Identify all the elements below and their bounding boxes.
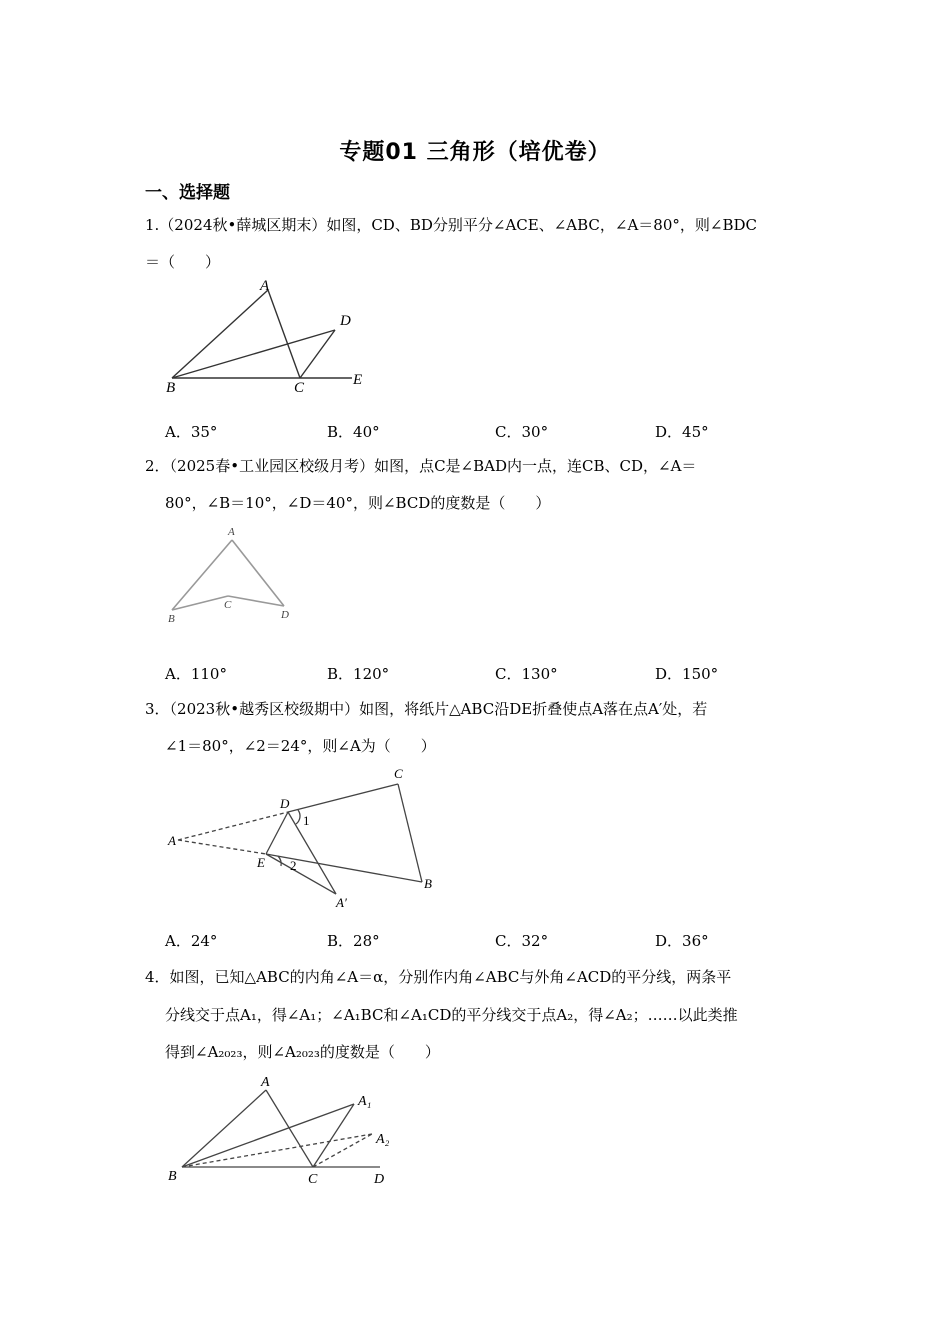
question-2-line-1: 2．（2025春•工业园区校级月考）如图，点C是∠BAD内一点，连CB、CD，∠A＝ bbox=[145, 457, 697, 475]
fig3-angle-2: 2 bbox=[290, 858, 297, 873]
page-title: 专题01 三角形（培优卷） bbox=[339, 140, 611, 165]
fig2-label-a: A bbox=[228, 526, 235, 538]
fig2-label-c: C bbox=[224, 599, 232, 611]
question-3-option-a[interactable]: A．24° bbox=[165, 932, 218, 950]
question-2-option-b[interactable]: B．120° bbox=[327, 665, 390, 683]
question-2-option-c[interactable]: C．130° bbox=[495, 665, 558, 683]
fig3-label-e: E bbox=[257, 855, 265, 870]
question-2-figure bbox=[160, 522, 310, 632]
question-3-option-b[interactable]: B．28° bbox=[327, 932, 380, 950]
question-3-option-c[interactable]: C．32° bbox=[495, 932, 549, 950]
fig4-label-b: B bbox=[168, 1169, 177, 1184]
question-2-option-a[interactable]: A．110° bbox=[165, 665, 227, 683]
section-heading: 一、选择题 bbox=[145, 183, 230, 203]
fig4-label-d: D bbox=[374, 1172, 385, 1187]
fig4-label-a1: A₁ bbox=[358, 1094, 372, 1109]
question-1-option-c[interactable]: C．30° bbox=[495, 423, 549, 441]
fig1-label-e: E bbox=[353, 372, 363, 388]
question-3-line-2: ∠1＝80°，∠2＝24°，则∠A为（ ） bbox=[165, 737, 436, 755]
question-4-line-3: 得到∠A₂₀₂₃，则∠A₂₀₂₃的度数是（ ） bbox=[165, 1043, 440, 1061]
question-4-figure bbox=[160, 1070, 410, 1190]
fig3-angle-1: 1 bbox=[303, 813, 310, 828]
question-3-line-1: 3．（2023秋•越秀区校级期中）如图，将纸片△ABC沿DE折叠使点A落在点A′处，若 bbox=[145, 700, 708, 718]
fig3-label-a-prime: A′ bbox=[336, 895, 347, 910]
fig1-label-c: C bbox=[294, 380, 305, 396]
fig1-label-d: D bbox=[340, 313, 351, 329]
fig3-label-d: D bbox=[280, 796, 290, 811]
question-1-line-1: 1.（2024秋•薛城区期末）如图，CD、BD分别平分∠ACE、∠ABC，∠A＝80°，则∠BDC bbox=[145, 216, 757, 234]
question-4-line-2: 分线交于点A₁，得∠A₁；∠A₁BC和∠A₁CD的平分线交于点A₂，得∠A₂；……以此类推 bbox=[165, 1006, 738, 1024]
question-2-line-2: 80°，∠B＝10°，∠D＝40°，则∠BCD的度数是（ ） bbox=[165, 494, 551, 512]
fig2-label-b: B bbox=[168, 613, 175, 625]
question-3-figure bbox=[160, 762, 450, 912]
fig2-label-d: D bbox=[281, 609, 289, 621]
fig4-label-a2: A₂ bbox=[376, 1132, 390, 1147]
question-1-option-b[interactable]: B．40° bbox=[327, 423, 380, 441]
fig4-label-c: C bbox=[308, 1172, 318, 1187]
question-2-option-d[interactable]: D．150° bbox=[655, 665, 719, 683]
question-1-figure bbox=[160, 278, 380, 398]
fig4-label-a: A bbox=[261, 1075, 270, 1090]
question-4-line-1: 4．如图，已知△ABC的内角∠A＝α，分别作内角∠ABC与外角∠ACD的平分线，两条平 bbox=[145, 968, 732, 986]
question-3-option-d[interactable]: D．36° bbox=[655, 932, 709, 950]
question-1-option-a[interactable]: A．35° bbox=[165, 423, 218, 441]
fig1-label-b: B bbox=[166, 380, 176, 396]
question-1-line-2: ＝（ ） bbox=[145, 253, 221, 271]
question-1-option-d[interactable]: D．45° bbox=[655, 423, 709, 441]
fig1-label-a: A bbox=[260, 278, 270, 294]
fig3-label-a: A bbox=[168, 833, 176, 848]
fig3-label-b: B bbox=[424, 876, 432, 891]
fig3-label-c: C bbox=[394, 766, 403, 781]
